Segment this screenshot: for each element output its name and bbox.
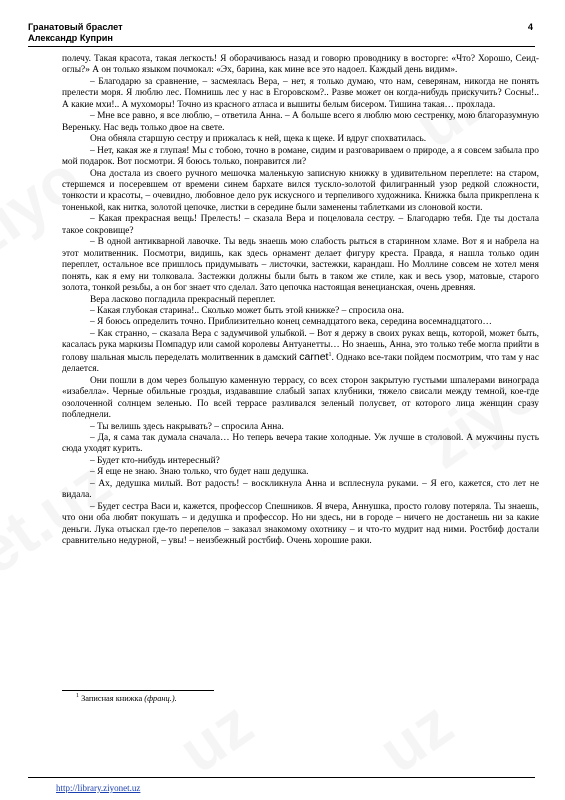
paragraph: – Ты велишь здесь накрывать? – спросила Анна. [90, 421, 284, 432]
paragraph: – Какая прекрасная вещь! Прелесть! – сказала Вера и поцеловала сестру. – Благодарю тебя. Где ты достала такое сокровище? [62, 214, 539, 236]
paragraph: Она обняла старшую сестру и прижалась к ней, щека к щеке. И вдруг спохватилась. [90, 134, 427, 145]
paragraph: – Я еще не знаю. Знаю только, что будет наш дедушка. [90, 467, 309, 478]
paragraph: – Благодарю за сравнение, – засмеялась Вера, – нет, я только думаю, что нам, северянам, никогда не понять прелести моря. Я люблю лес. Помнишь лес у нас в Егоровском?.. Разве может он когда-нибудь прискучить? Сосны!.. А какие мхи!.. А мухоморы! Точно из красного атласа и вышиты белым бисером. Тишина такая… прохлада. [62, 76, 539, 110]
paragraph: – Будет сестра Васи и, кажется, профессор Спешников. Я вчера, Аннушка, просто голову потеряла. Ты знаешь, что они оба любят покушать – и дедушка и профессор. Но ни здесь, ни в городе – ничего не достанешь ни за какие деньги. Лука отыскал где-то перепелов – заказал знакомому охотнику – и что-то мудрит над ними. Ростбиф достали сравнительно недурной, – увы! – неизбежный ростбиф. Очень хорошие раки. [62, 501, 539, 547]
paragraph: Они пошли в дом через большую каменную террасу, со всех сторон закрытую густыми шпалерами винограда «изабелла». Черные обильные гроздья, издававшие слабый запах клубники, тяжело свисали между темной, кое-где озолоченной солнцем зеленью. По всей террасе разливался зеленый полусвет, от которого лица женщин сразу побледнели. [62, 375, 539, 421]
paragraph: – Мне все равно, я все люблю, – ответила Анна. – А больше всего я люблю мою сестренку, мою благоразумную Вереньку. Нас ведь только двое на свете. [62, 111, 539, 133]
paragraph: – Ах, дедушка милый. Вот радость! – воскликнула Анна и всплеснула руками. – Я его, кажется, сто лет не видала. [62, 478, 539, 501]
author-name: Александр Куприн [28, 33, 113, 43]
paragraph: – Как странно, – сказала Вера с задумчивой улыбкой. – Вот я держу в своих руках вещь, которой, может быть, касалась рука маркизы Помпадур или самой королевы Антуанетты… Но знаешь, Анна, это только тебе могла прийти в голову шальная мысль переделать молитвенник в дамский carnet$^1$. Однако все-таки пойдем посмотрим, что там у нас делается. [62, 328, 539, 375]
text-body [62, 54, 539, 547]
paragraph: – Будет кто-нибудь интересный? [90, 455, 220, 466]
paragraph: Вера ласково погладила прекрасный переплет. [90, 294, 276, 305]
page-header [28, 22, 535, 44]
book-title: Гранатовый браслет [28, 22, 123, 32]
paragraph: полечу. Такая красота, такая легкость! Я оборачиваюсь назад и говорю проводнику в восторге: «Что? Хорошо, Сеид-оглы?» А он только языком почмокал: «Эх, барина, как мине все это надоел. Каждый день видим». [62, 54, 539, 76]
page-number: 4 [527, 22, 533, 32]
paragraph: – Я боюсь определить точно. Приблизительно конец семнадцатого века, середина восемнадцатого… [90, 317, 492, 328]
paragraph: – Нет, какая же я глупая! Мы с тобою, точно в романе, сидим и разговариваем о природе, а я совсем забыла про мой подарок. Вот посмотри. Я боюсь только, понравится ли? [62, 145, 539, 168]
watermark [365, 686, 466, 787]
footnote-note: (франц.). [144, 694, 177, 703]
footnote [76, 694, 177, 704]
paragraph: – Да, я сама так думала сначала… Но теперь вечера такие холодные. Уж лучше в столовой. А мужчины пусть сюда уходят курить. [62, 432, 539, 455]
footnote-marker: 1 [76, 693, 79, 700]
header-rule [28, 46, 535, 47]
paragraph: – Какая глубокая старина!.. Сколько может быть этой книжке? – спросила она. [90, 305, 404, 316]
watermark [165, 686, 266, 787]
paragraph: – В одной антикварной лавочке. Ты ведь знаешь мою слабость рыться в старинном хламе. Вот я и набрела на этот молитвенник. Посмотри, видишь, как здесь орнамент делает фигуру креста. Правда, я нашла только один переплет, остальное все пришлось придумывать – листочки, застежки, карандаш. Но Моллине совсем не хотел меня понять, как я ему ни толковала. Застежки должны были быть в таком же стиле, как и весь узор, матовые, старого золота, тонкой резьбы, а он бог знает что сделал. Зато цепочка настоящая венецианская, очень древняя. [62, 237, 539, 294]
footer-link[interactable]: http://library.ziyonet.uz [56, 783, 141, 793]
paragraph: Она достала из своего ручного мешочка маленькую записную книжку в удивительном переплете: на старом, стершемся и посеревшем от времени синем бархате вился тускло-золотой филигранный узор редкой сложности, тонкости и красоты, – очевидно, любовное дело рук искусного и терпеливого художника. Книжка была прикреплена к тоненькой, как нитка, золотой цепочке, листки в середине были заменены таблетками из слоновой кости. [62, 168, 539, 213]
footnote-text: Записная книжка [81, 694, 143, 703]
footnote-rule [62, 690, 214, 691]
footer-rule [28, 777, 535, 778]
